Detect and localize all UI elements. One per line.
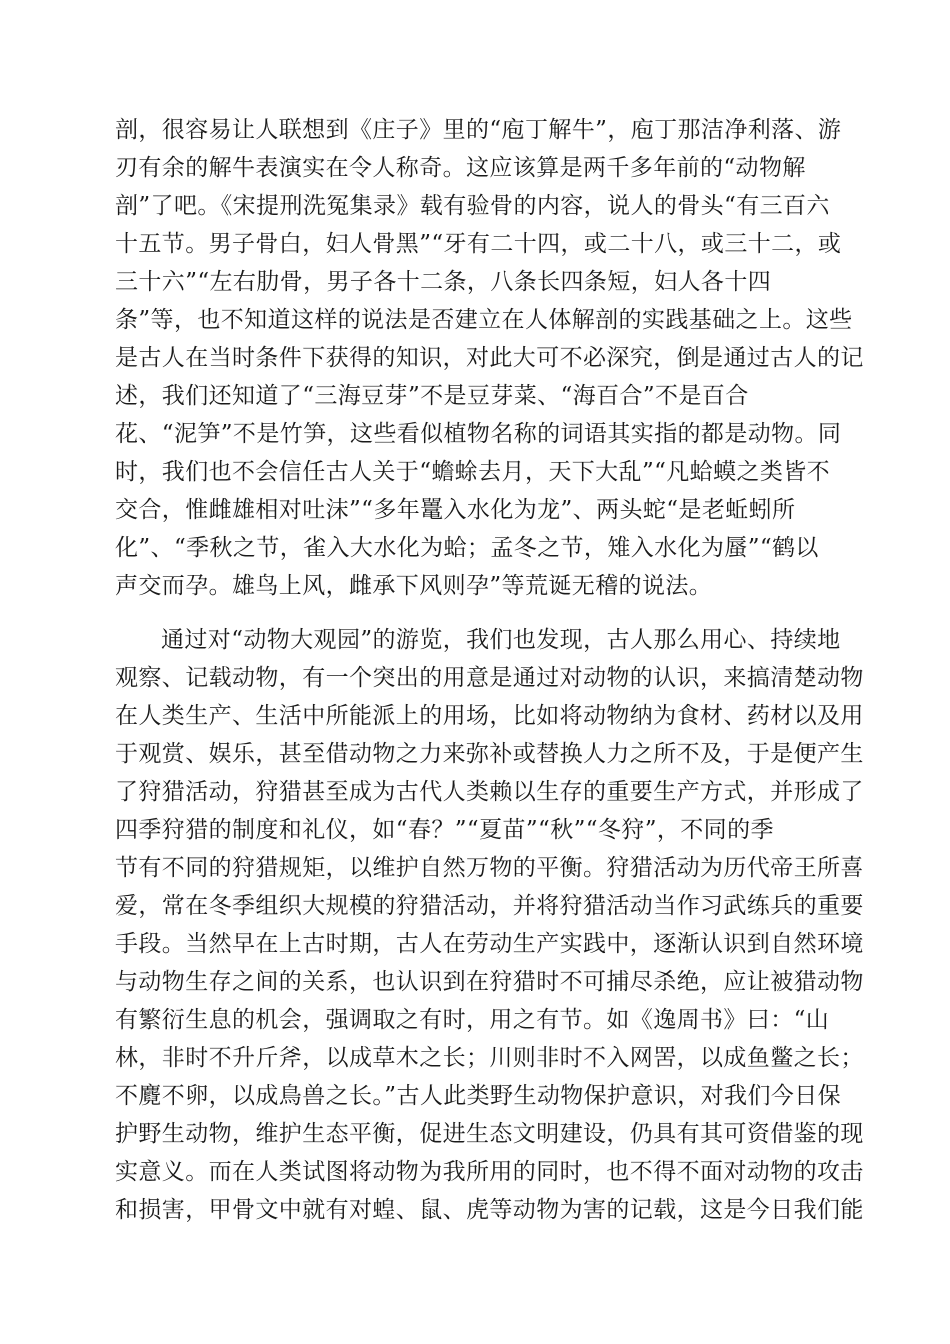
text-line: 林，非时不升斤斧，以成草木之长；川则非时不入网罟，以成鱼鳖之长； <box>115 1045 864 1071</box>
text-line: 节有不同的狩猎规矩，以维护自然万物的平衡。狩猎活动为历代帝王所喜 <box>115 855 864 881</box>
text-line: 通过对“动物大观园”的游览，我们也发现，古人那么用心、持续地 <box>161 627 841 653</box>
text-line: 不麑不卵，以成鳥兽之长。”古人此类野生动物保护意识，对我们今日保 <box>115 1083 842 1109</box>
text-line: 三十六”“左右肋骨，男子各十二条，八条长四条短，妇人各十四 <box>115 269 772 295</box>
text-line: 剖”了吧。《宋提刑洗冤集录》载有验骨的内容，说人的骨头“有三百六 <box>115 193 830 219</box>
text-line: 十五节。男子骨白，妇人骨黑”“牙有二十四，或二十八，或三十二，或 <box>115 231 842 257</box>
text-line: 于观赏、娱乐，甚至借动物之力来弥补或替换人力之所不及，于是便产生 <box>115 741 864 767</box>
text-line: 实意义。而在人类试图将动物为我所用的同时，也不得不面对动物的攻击 <box>115 1159 864 1185</box>
text-line: 声交而孕。雄鸟上风，雌承下风则孕”等荒诞无稽的说法。 <box>115 573 713 599</box>
text-line: 条”等，也不知道这样的说法是否建立在人体解剖的实践基础之上。这些 <box>115 307 853 333</box>
text-line: 和损害，甲骨文中就有对蝗、鼠、虎等动物为害的记载，这是今日我们能 <box>115 1197 864 1223</box>
text-line: 剖，很容易让人联想到《庄子》里的“庖丁解牛”，庖丁那洁净利落、游 <box>115 117 842 143</box>
text-line: 刃有余的解牛表演实在令人称奇。这应该算是两千多年前的“动物解 <box>115 155 806 181</box>
text-line: 时，我们也不会信任古人关于“蟾蜍去月，天下大乱”“凡蛤蟆之类皆不 <box>115 459 831 485</box>
text-line: 化”、“季秋之节，雀入大水化为蛤；孟冬之节，雉入水化为蜃”“鹤以 <box>115 535 819 561</box>
text-line: 手段。当然早在上古时期，古人在劳动生产实践中，逐渐认识到自然环境 <box>115 931 864 957</box>
text-line: 在人类生产、生活中所能派上的用场，比如将动物纳为食材、药材以及用 <box>115 703 864 729</box>
text-line: 花、“泥笋”不是竹笋，这些看似植物名称的词语其实指的都是动物。同 <box>115 421 842 447</box>
text-line: 述，我们还知道了“三海豆芽”不是豆芽菜、“海百合”不是百合 <box>115 383 749 409</box>
text-line: 是古人在当时条件下获得的知识，对此大可不必深究，倒是通过古人的记 <box>115 345 864 371</box>
text-line: 交合，惟雌雄相对吐沫”“多年鼍入水化为龙”、两头蛇“是老蚯蚓所 <box>115 497 796 523</box>
text-line: 有繁衍生息的机会，强调取之有时，用之有节。如《逸周书》曰：“山 <box>115 1007 830 1033</box>
text-line: 与动物生存之间的关系，也认识到在狩猎时不可捕尽杀绝，应让被猎动物 <box>115 969 864 995</box>
text-line: 爱，常在冬季组织大规模的狩猎活动，并将狩猎活动当作习武练兵的重要 <box>115 893 864 919</box>
text-line: 观察、记载动物，有一个突出的用意是通过对动物的认识，来搞清楚动物 <box>115 665 864 691</box>
text-line: 了狩猎活动，狩猎甚至成为古代人类赖以生存的重要生产方式，并形成了 <box>115 779 864 805</box>
text-line: 四季狩猎的制度和礼仪，如“春？”“夏苗”“秋”“冬狩”，不同的季 <box>115 817 774 843</box>
text-line: 护野生动物，维护生态平衡，促进生态文明建设，仍具有其可资借鉴的现 <box>115 1121 864 1147</box>
